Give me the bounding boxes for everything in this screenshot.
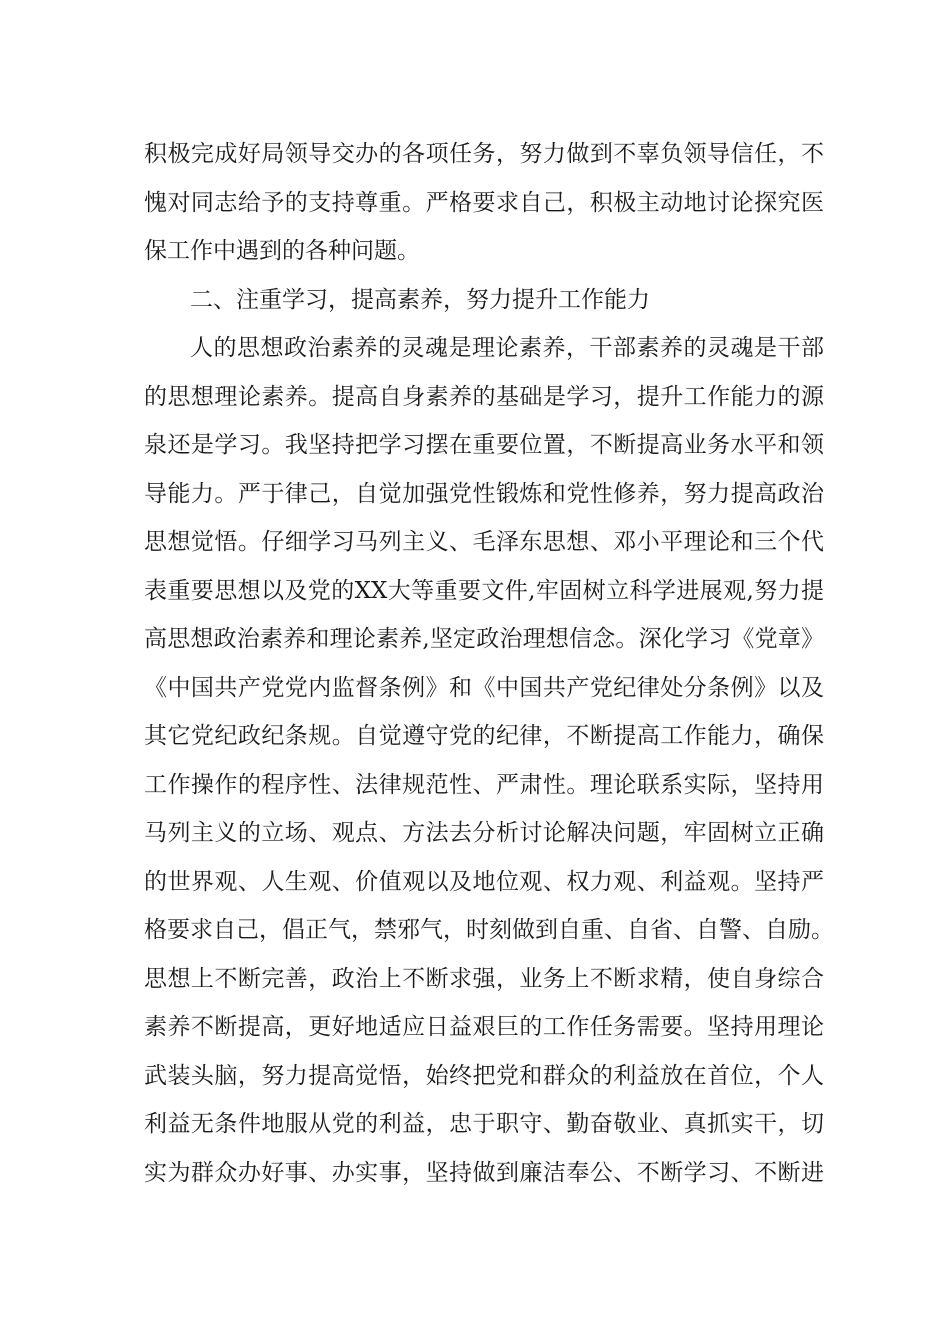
text-line: 的思想理论素养。提高自身素养的基础是学习，提升工作能力的源 <box>144 383 824 410</box>
text-line: 武装头脑，努力提高觉悟，始终把党和群众的利益放在首位，个人 <box>144 1062 824 1089</box>
text-line: 泉还是学习。我坚持把学习摆在重要位置，不断提高业务水平和领 <box>144 432 824 458</box>
text-line: 高思想政治素养和理论素养,坚定政治理想信念。深化学习《党章》 <box>144 626 824 652</box>
text-line: 积极完成好局领导交办的各项任务，努力做到不辜负领导信任，不 <box>144 141 824 167</box>
text-line: 愧对同志给予的支持尊重。严格要求自己，积极主动地讨论探究医 <box>144 189 824 216</box>
section-heading: 二、注重学习，提高素养，努力提升工作能力 <box>190 286 650 313</box>
text-line: 格要求自己，倡正气，禁邪气，时刻做到自重、自省、自警、自励。 <box>144 917 834 943</box>
text-line: 其它党纪政纪条规。自觉遵守党的纪律，不断提高工作能力，确保 <box>144 723 824 749</box>
text-line: 人的思想政治素养的灵魂是理论素养，干部素养的灵魂是干部 <box>190 335 824 361</box>
text-line: 《中国共产党党内监督条例》和《中国共产党纪律处分条例》以及 <box>144 674 824 701</box>
text-line: 素养不断提高，更好地适应日益艰巨的工作任务需要。坚持用理论 <box>144 1014 824 1040</box>
text-line: 的世界观、人生观、价值观以及地位观、权力观、利益观。坚持严 <box>144 868 824 895</box>
text-line: 表重要思想以及党的XX大等重要文件,牢固树立科学进展观,努力提 <box>144 577 824 604</box>
document-body <box>144 130 834 1197</box>
text-line: 思想觉悟。仔细学习马列主义、毛泽东思想、邓小平理论和三个代 <box>144 529 824 555</box>
text-line: 马列主义的立场、观点、方法去分析讨论解决问题，牢固树立正确 <box>144 820 824 846</box>
text-line: 实为群众办好事、办实事，坚持做到廉洁奉公、不断学习、不断进 <box>144 1159 824 1186</box>
text-line: 工作操作的程序性、法律规范性、严肃性。理论联系实际，坚持用 <box>144 771 824 798</box>
text-line: 导能力。严于律己，自觉加强党性锻炼和党性修养，努力提高政治 <box>144 480 824 507</box>
text-line: 保工作中遇到的各种问题。 <box>144 238 420 264</box>
text-line: 利益无条件地服从党的利益，忠于职守、勤奋敬业、真抓实干，切 <box>144 1111 824 1137</box>
text-line: 思想上不断完善，政治上不断求强，业务上不断求精，使自身综合 <box>144 965 824 992</box>
